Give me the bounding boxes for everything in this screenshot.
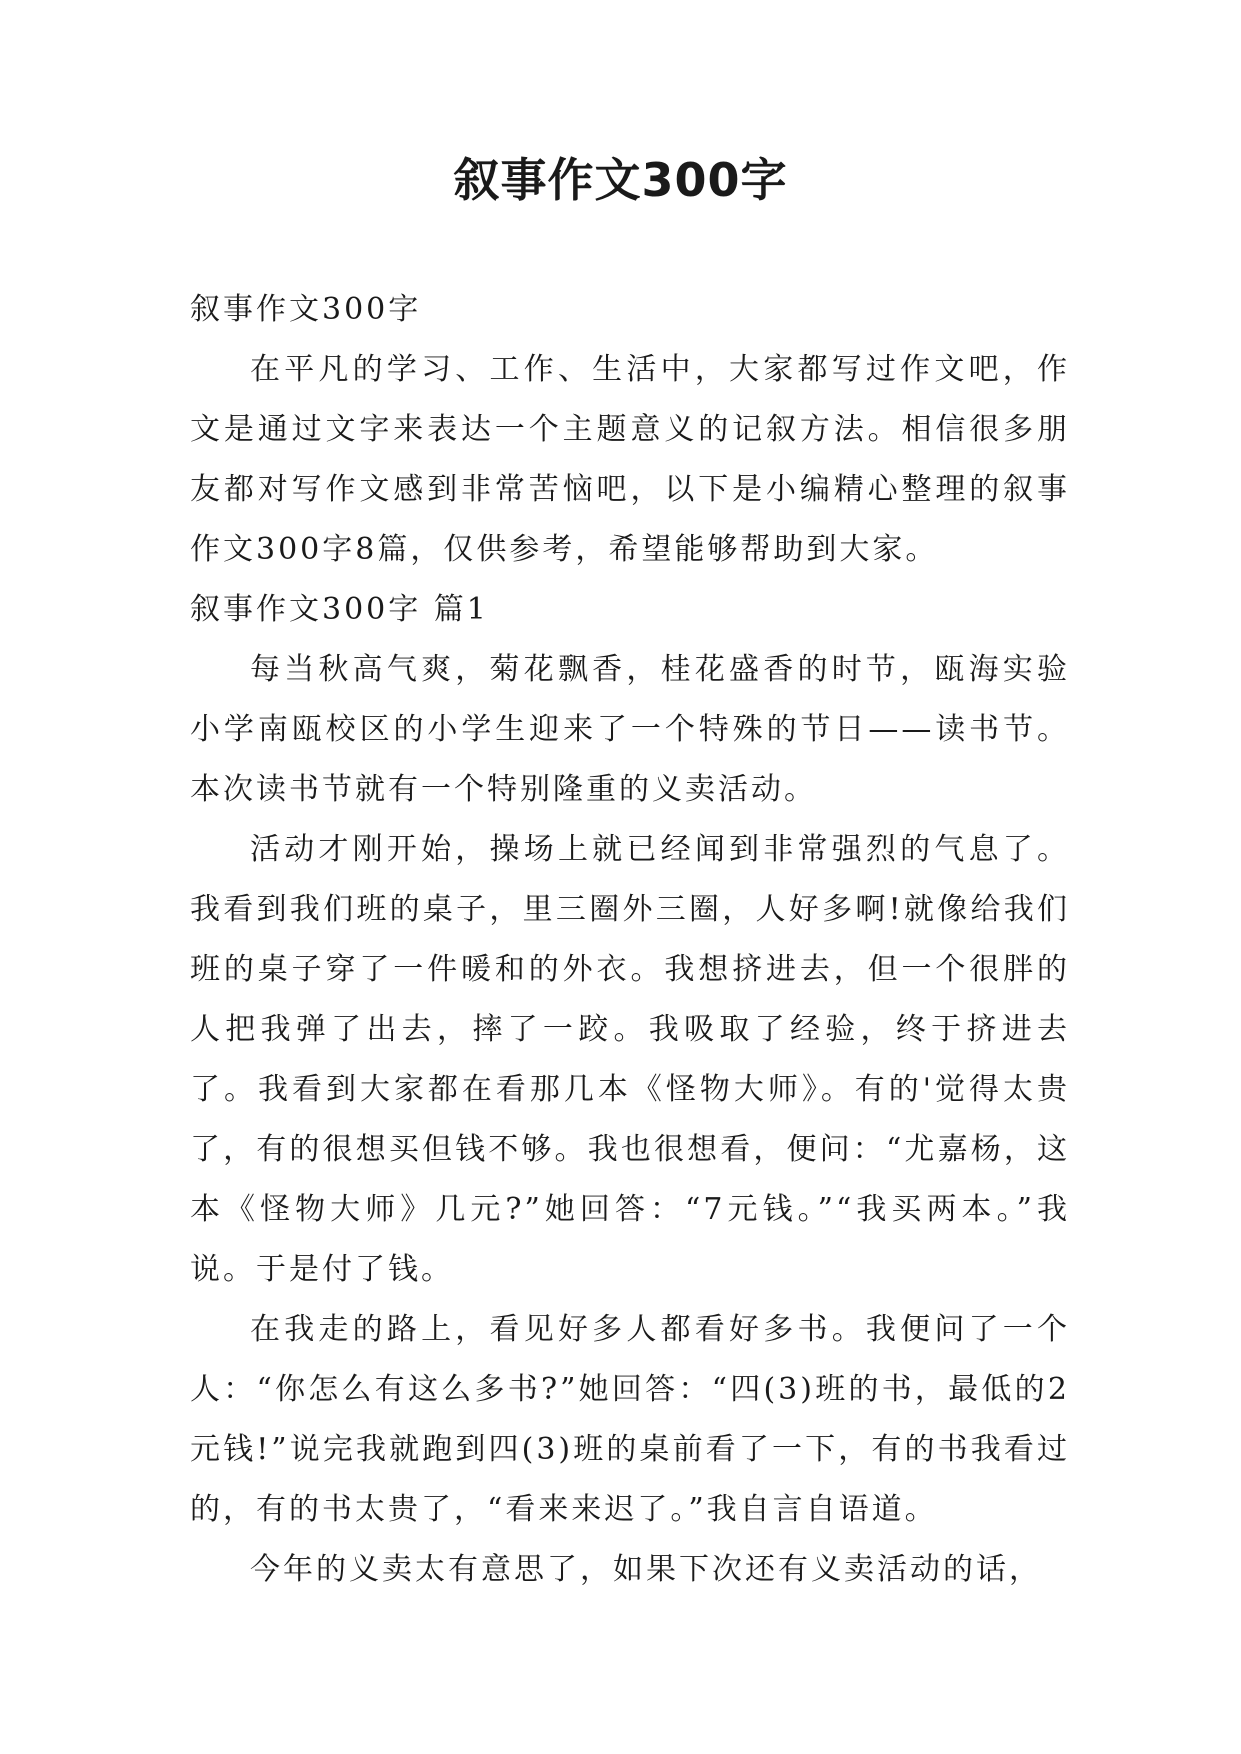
paragraph-heading: 叙事作文300字 xyxy=(190,292,422,327)
paragraph: 每当秋高气爽，菊花飘香，桂花盛香的时节，瓯海实验小学南瓯校区的小学生迎来了一个特殊的节日——读书节。本次读书节就有一个特别隆重的义卖活动。 xyxy=(190,652,1070,807)
paragraph: 今年的义卖太有意思了，如果下次还有义卖活动的话， xyxy=(250,1552,1042,1587)
paragraph-intro: 在平凡的学习、工作、生活中，大家都写过作文吧，作文是通过文字来表达一个主题意义的记叙方法。相信很多朋友都对写作文感到非常苦恼吧，以下是小编精心整理的叙事作文300字8篇，仅供参考，希望能够帮助到大家。 xyxy=(190,352,1070,567)
paragraph-section-heading: 叙事作文300字 篇1 xyxy=(190,592,489,627)
document-body xyxy=(190,280,1070,1600)
paragraph: 活动才刚开始，操场上就已经闻到非常强烈的气息了。我看到我们班的桌子，里三圈外三圈，人好多啊!就像给我们班的桌子穿了一件暖和的外衣。我想挤进去，但一个很胖的人把我弹了出去，摔了一跤。我吸取了经验，终于挤进去了。我看到大家都在看那几本《怪物大师》。有的'觉得太贵了，有的很想买但钱不够。我也很想看，便问：“尤嘉杨，这本《怪物大师》几元?”她回答：“7元钱。”“我买两本。”我说。于是付了钱。 xyxy=(190,832,1070,1287)
document-title: 叙事作文300字 xyxy=(453,153,788,207)
paragraph: 在我走的路上，看见好多人都看好多书。我便问了一个人：“你怎么有这么多书?”她回答：“四(3)班的书，最低的2元钱!”说完我就跑到四(3)班的桌前看了一下，有的书我看过的，有的书太贵了，“看来来迟了。”我自言自语道。 xyxy=(190,1312,1070,1527)
